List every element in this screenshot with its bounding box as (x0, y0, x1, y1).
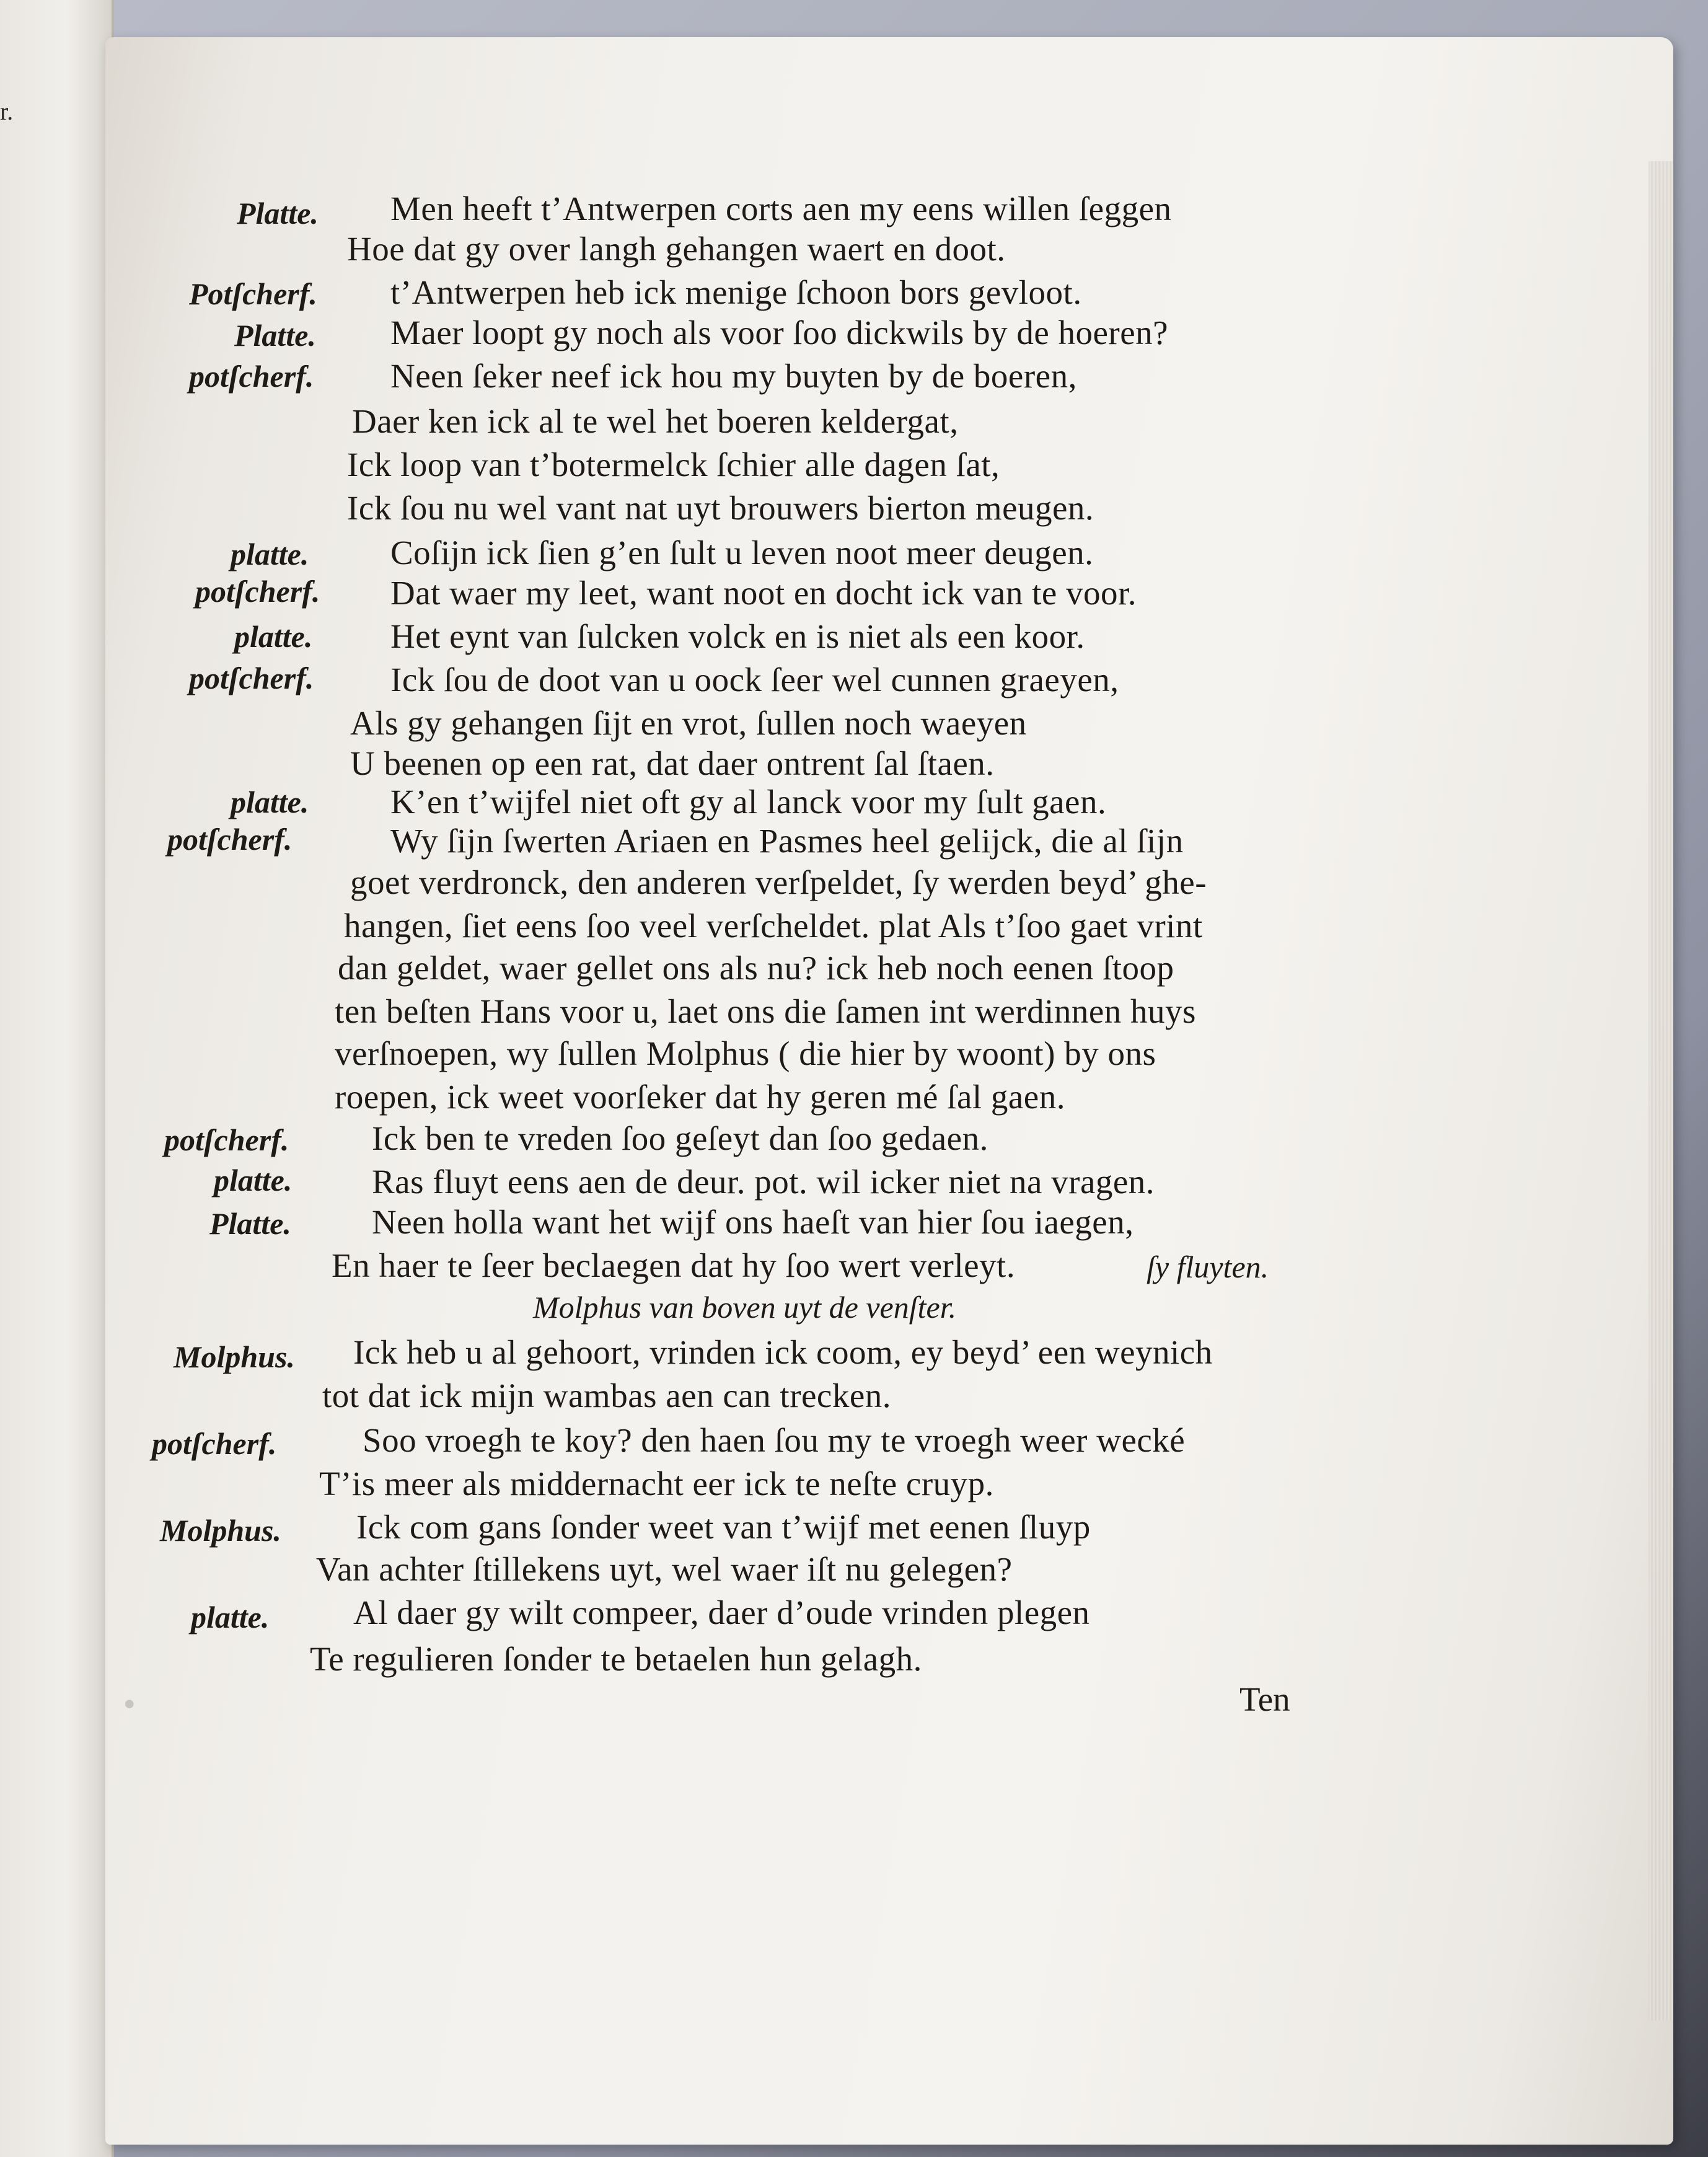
speaker-label: potſcherf. (195, 574, 320, 609)
verse-line: Men heeft t’Antwerpen corts aen my eens willen ſeggen (390, 190, 1172, 227)
verse-line: T’is meer als middernacht eer ick te neſte cruyp. (319, 1465, 994, 1502)
verse-line: t’Antwerpen heb ick menige ſchoon bors gevloot. (390, 273, 1082, 311)
speaker-label: platte. (231, 785, 309, 819)
verse-line: tot dat ick mijn wambas aen can trecken. (322, 1377, 891, 1414)
verse-line: Wy ſijn ſwerten Ariaen en Pasmes heel gelijck, die al ſijn (390, 822, 1184, 860)
verse-line: Maer loopt gy noch als voor ſoo dickwils by de hoeren? (390, 314, 1169, 351)
verse-line: Als gy gehangen ſijt en vrot, ſullen noch waeyen (350, 704, 1027, 742)
verse-line: Hoe dat gy over langh gehangen waert en doot. (347, 230, 1006, 268)
speaker-label: platte. (191, 1600, 270, 1634)
verse-line: Van achter ſtillekens uyt, wel waer iſt nu gelegen? (316, 1550, 1013, 1588)
verse-line: U beenen op een rat, dat daer ontrent ſal ſtaen. (350, 744, 995, 782)
verse-line: Neen holla want het wijf ons haeſt van hier ſou iaegen, (372, 1203, 1134, 1241)
verse-line: Het eynt van ſulcken volck en is niet als een koor. (390, 617, 1085, 655)
ink-smudge: • (124, 1687, 135, 1721)
speaker-label: Molphus. (174, 1339, 295, 1374)
left-page (0, 0, 114, 2157)
verse-line: Neen ſeker neef ick hou my buyten by de boeren, (390, 357, 1077, 395)
stage-direction: Molphus van boven uyt de venſter. (533, 1290, 957, 1325)
verse-line: Ras fluyt eens aen de deur. pot. wil icker niet na vragen. (372, 1163, 1155, 1201)
verse-line: En haer te ſeer beclaegen dat hy ſoo wert verleyt. (332, 1246, 1016, 1284)
verse-line: roepen, ick weet voorſeker dat hy geren mé ſal gaen. (335, 1078, 1065, 1116)
speaker-label: Potſcherf. (189, 276, 317, 311)
speaker-label: platte. (234, 619, 313, 654)
speaker-label: platte. (231, 537, 309, 571)
verse-line: Soo vroegh te koy? den haen ſou my te vroegh weer wecké (363, 1421, 1186, 1459)
verse-line: Ick ſou nu wel vant nat uyt brouwers bierton meugen. (347, 489, 1094, 527)
verse-line: Ick loop van t’botermelck ſchier alle dagen ſat, (347, 446, 1000, 483)
verse-line: Coſijn ick ſien g’en ſult u leven noot meer deugen. (390, 534, 1094, 571)
catchword: Ten (1239, 1680, 1290, 1718)
verse-line: Ick ſou de doot van u oock ſeer wel cunnen graeyen, (390, 661, 1119, 699)
verse-line: Al daer gy wilt compeer, daer d’oude vrinden plegen (353, 1594, 1090, 1631)
verse-line: Ick heb u al gehoort, vrinden ick coom, ey beyd’ een weynich (353, 1333, 1213, 1371)
verse-line: Dat waer my leet, want noot en docht ick van te voor. (390, 574, 1137, 612)
speaker-label: potſcherf. (164, 1123, 289, 1157)
verse-line: ten beſten Hans voor u, laet ons die ſamen int werdinnen huys (335, 992, 1196, 1030)
speaker-label: Platte. (234, 318, 316, 353)
speaker-label: potſcherf. (152, 1426, 277, 1461)
speaker-label: Molphus. (160, 1513, 281, 1548)
speaker-label: Platte. (209, 1206, 291, 1241)
speaker-label: potſcherf. (189, 359, 314, 394)
stage-direction: ſy fluyten. (1147, 1250, 1269, 1284)
left-page-fragment: r. (0, 97, 14, 125)
speaker-label: potſcherf. (189, 661, 314, 695)
verse-line: Te regulieren ſonder te betaelen hun gelagh. (310, 1640, 922, 1678)
verse-line: goet verdronck, den anderen verſpeldet, ſy werden beyd’ ghe- (350, 863, 1207, 901)
verse-line: Ick com gans ſonder weet van t’wijf met eenen ſluyp (356, 1508, 1091, 1546)
page-edge-stack (1649, 161, 1673, 2021)
verse-line: K’en t’wijfel niet oft gy al lanck voor my ſult gaen. (390, 783, 1107, 821)
verse-line: verſnoepen, wy ſullen Molphus ( die hier by woont) by ons (335, 1034, 1156, 1072)
verse-line: hangen, ſiet eens ſoo veel verſcheldet. plat Als t’ſoo gaet vrint (344, 907, 1203, 945)
verse-line: Daer ken ick al te wel het boeren keldergat, (352, 402, 959, 440)
speaker-label: Platte. (237, 196, 319, 231)
speaker-label: platte. (214, 1163, 293, 1198)
verse-line: dan geldet, waer gellet ons als nu? ick heb noch eenen ſtoop (338, 949, 1174, 987)
verse-line: Ick ben te vreden ſoo geſeyt dan ſoo gedaen. (372, 1119, 988, 1157)
speaker-label: potſcherf. (167, 822, 293, 857)
